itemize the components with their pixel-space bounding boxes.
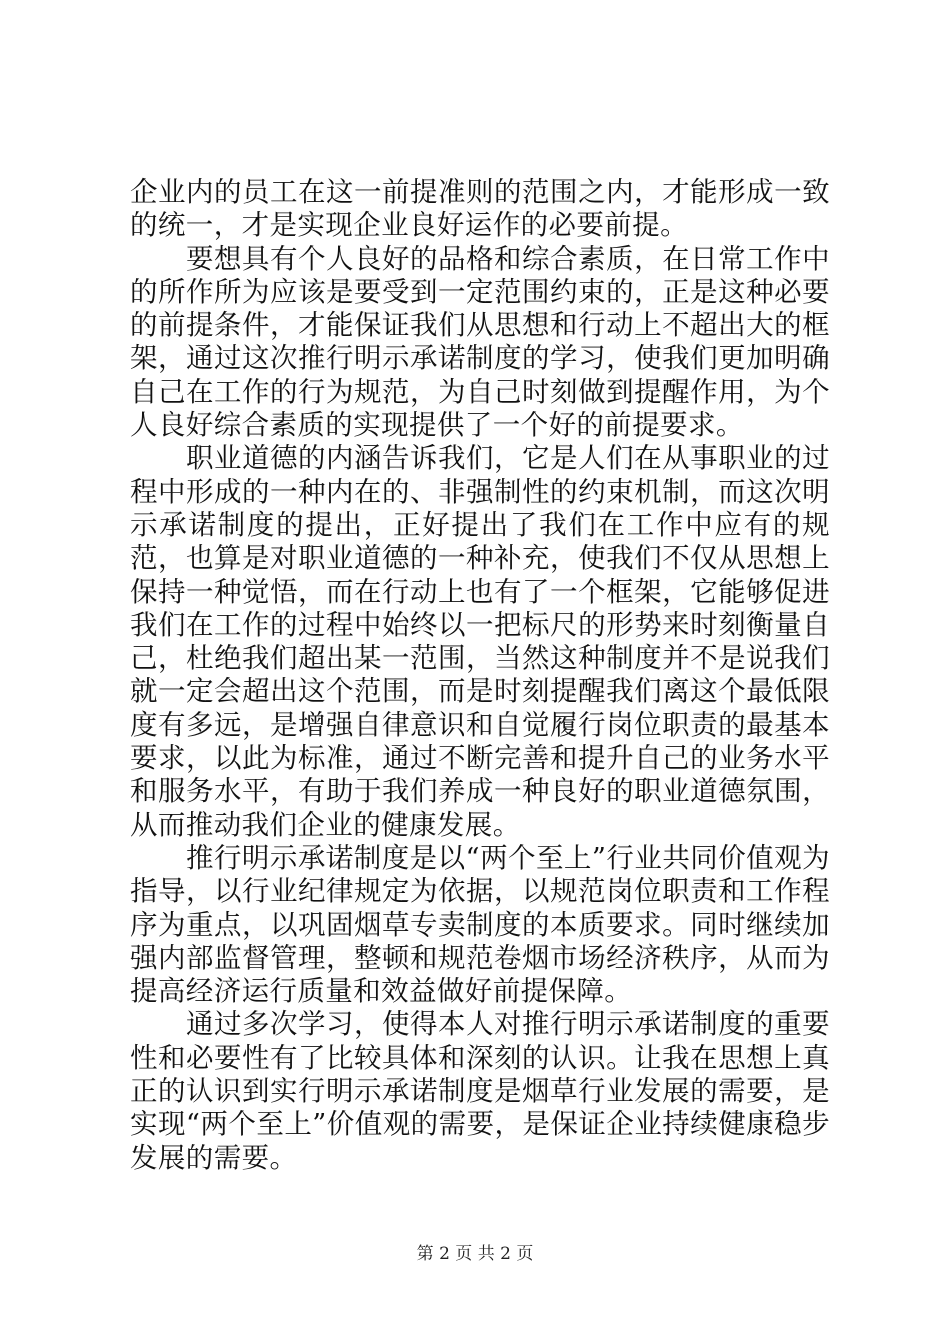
paragraph-1: 企业内的员工在这一前提准则的范围之内，才能形成一致的统一，才是实现企业良好运作的必要前提。 [130, 176, 830, 242]
page-number-footer: 第 2 页 共 2 页 [416, 1244, 534, 1264]
paragraph-5: 通过多次学习，使得本人对推行明示承诺制度的重要性和必要性有了比较具体和深刻的认识。让我在思想上真正的认识到实行明示承诺制度是烟草行业发展的需要，是实现“两个至上”价值观的需要，是保证企业持续健康稳步发展的需要。 [130, 1008, 830, 1174]
paragraph-4: 推行明示承诺制度是以“两个至上”行业共同价值观为指导，以行业纪律规定为依据，以规范岗位职责和工作程序为重点，以巩固烟草专卖制度的本质要求。同时继续加强内部监督管理，整顿和规范卷烟市场经济秩序，从而为提高经济运行质量和效益做好前提保障。 [130, 841, 830, 1008]
paragraph-2: 要想具有个人良好的品格和综合素质，在日常工作中的所作所为应该是要受到一定范围约束的，正是这种必要的前提条件，才能保证我们从思想和行动上不超出大的框架，通过这次推行明示承诺制度的学习，使我们更加明确自己在工作的行为规范，为自己时刻做到提醒作用，为个人良好综合素质的实现提供了一个好的前提要求。 [130, 242, 830, 442]
paragraph-3: 职业道德的内涵告诉我们，它是人们在从事职业的过程中形成的一种内在的、非强制性的约束机制，而这次明示承诺制度的提出，正好提出了我们在工作中应有的规范，也算是对职业道德的一种补充，使我们不仅从思想上保持一种觉悟，而在行动上也有了一个框架，它能够促进我们在工作的过程中始终以一把标尺的形势来时刻衡量自己，杜绝我们超出某一范围，当然这种制度并不是说我们就一定会超出这个范围，而是时刻提醒我们离这个最低限度有多远，是增强自律意识和自觉履行岗位职责的最基本要求，以此为标准，通过不断完善和提升自己的业务水平和服务水平，有助于我们养成一种良好的职业道德氛围，从而推动我们企业的健康发展。 [130, 442, 830, 841]
document-body [130, 176, 830, 1175]
